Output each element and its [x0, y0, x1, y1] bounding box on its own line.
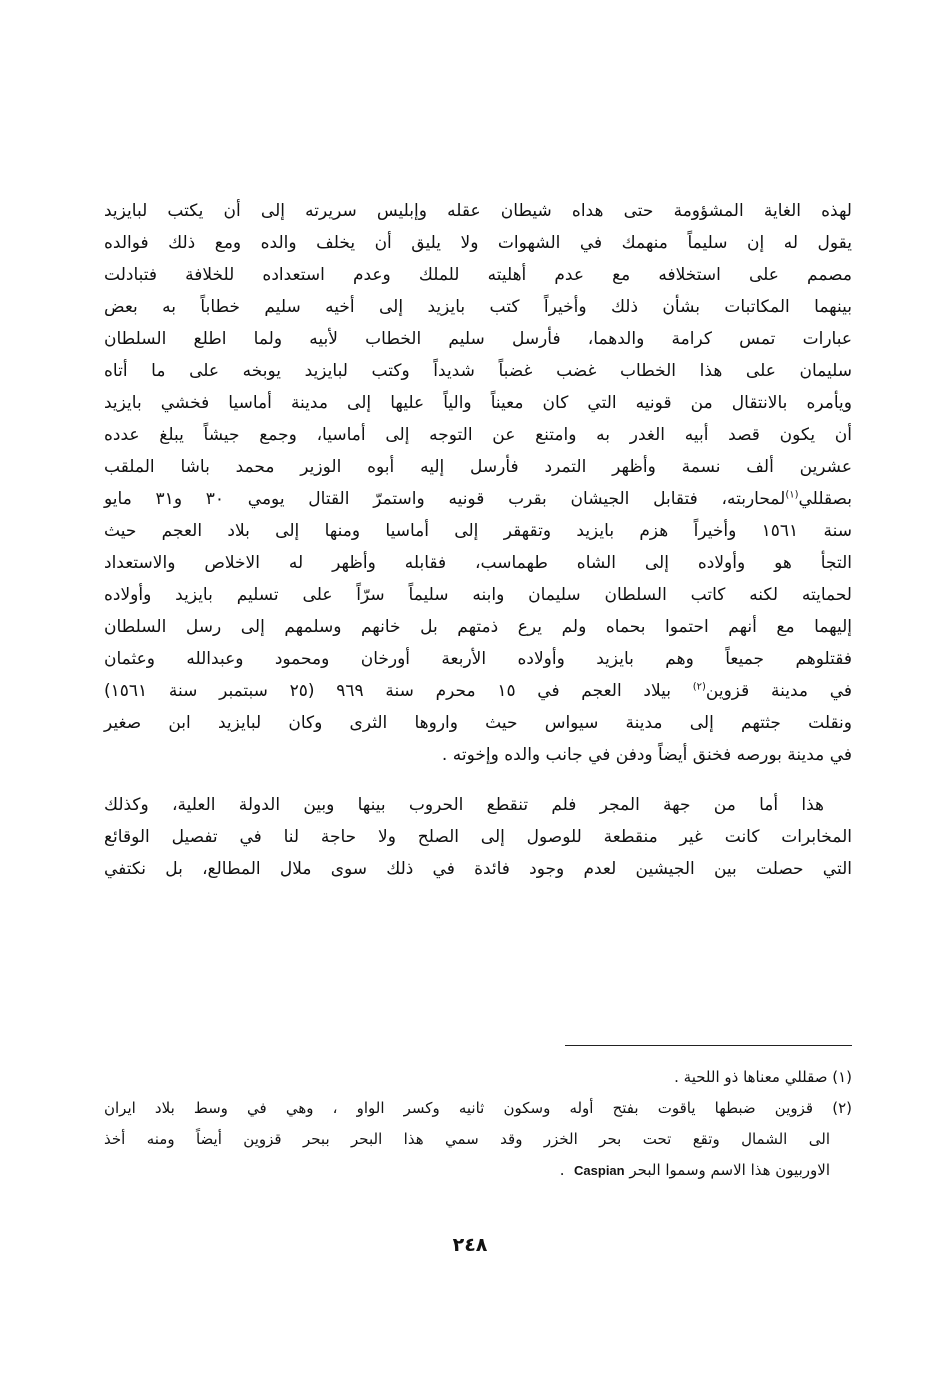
text-line: فقتلوهم جميعاً وهم بايزيد وأولاده الأربعة أورخان ومحمود وعبدالله وعثمان: [104, 649, 852, 669]
text-fragment: لمحاربته، فتقابل الجيشان بقرب قونيه واستمرّ القتال يومي ٣٠ و٣١ مايو: [104, 489, 786, 509]
text-line: يقول له إن سليماً منهمك في الشهوات ولا يليق أن يخلف والده ومع ذلك فوالده: [104, 233, 852, 253]
text-line: سنة ١٥٦١ وأخيراً هزم بايزيد وتقهقر إلى أماسيا ومنها إلى بلاد العجم حيث: [104, 521, 852, 541]
footnote-1: (١) صقللي معناها ذو اللحية .: [674, 1068, 852, 1086]
text-line: في مدينة بورصه فخنق أيضاً ودفن في جانب والده وإخوته .: [441, 745, 852, 765]
footnote-divider: [565, 1045, 852, 1046]
footnote-2-line: [104, 1155, 852, 1186]
footnotes: [104, 1062, 852, 1186]
text-line: [104, 675, 852, 707]
text-line: هذا أما من جهة المجر فلم تنقطع الحروب بينها وبين الدولة العلية، وكذلك: [104, 795, 824, 815]
text-line: التجأ هو وأولاده إلى الشاه طهماسب، فقابله وأظهر له الاخلاص والاستعداد: [104, 553, 852, 573]
text-line: مصمم على استخلافه مع عدم أهليته للملك وعدم استعداده للخلافة فتبادلت: [104, 265, 852, 285]
text-line: ونقلت جثتهم إلى مدينة سيواس حيث واروها الثرى وكان لبايزيد ابن صغير: [104, 713, 852, 733]
footnote-2-line: الى الشمال وتقع تحت بحر الخزر وقد سمي هذا البحر ببحر قزوين أيضاً ومنه أخذ: [104, 1130, 830, 1148]
text-fragment: الاوربيون هذا الاسم وسموا البحر: [629, 1161, 830, 1179]
text-line: سليمان على هذا الخطاب غضب غضباً شديداً وكتب لبايزيد يوبخه على ما أتاه: [104, 361, 852, 381]
text-fragment: بصقللي: [798, 489, 853, 509]
text-line: عشرين ألف نسمة وأظهر التمرد فأرسل إليه أبوه الوزير محمد باشا الملقب: [104, 457, 852, 477]
footnote-ref-1: (١): [785, 489, 799, 501]
text-line: لحمايته لكنه كاتب السلطان سليمان وابنه سليماً سرّاً على تسليم بايزيد وأولاده: [104, 585, 852, 605]
text-line: لهذه الغاية المشؤومة حتى هداه شيطان عقله وإبليس سريرته إلى أن يكتب لبايزيد: [104, 201, 852, 221]
text-fragment: .: [559, 1161, 565, 1179]
footnote-2-line: (٢) قزوين ضبطها ياقوت بفتح أوله وسكون ثانيه وكسر الواو ، وهي في وسط بلاد ايران: [104, 1099, 852, 1117]
text-fragment: في مدينة قزوين: [705, 681, 853, 701]
latin-word: Caspian: [574, 1163, 625, 1178]
text-line: [104, 483, 852, 515]
text-line: أن يكون قصد أبيه الغدر به وامتنع عن التوجه إلى أماسيا، وجمع جيشاً يبلغ عدده: [104, 425, 852, 445]
text-line: بينهما المكاتبات بشأن ذلك وأخيراً كتب بايزيد إلى أخيه سليم خطاباً به بعض: [104, 297, 852, 317]
text-line: ويأمره بالانتقال من قونيه التي كان معيناً والياً عليها إلى مدينة أماسيا فخشي بايزيد: [104, 393, 852, 413]
text-line: عبارات تمس كرامة والدهما، فأرسل سليم الخطاب لأبيه ولما اطلع السلطان: [104, 329, 852, 349]
body-text: [104, 195, 852, 885]
page-number: ٢٤٨: [452, 1234, 488, 1256]
footnote-ref-2: (٢): [692, 681, 706, 693]
text-line: إليهما مع أنهم احتموا بحماه ولم يرع ذمتهم بل خانهم وسلمهم إلى رسل السلطان: [104, 617, 852, 637]
text-line: المخابرات كانت غير منقطعة للوصول إلى الصلح ولا حاجة لنا في تفصيل الوقائع: [104, 827, 852, 847]
text-line: التي حصلت بين الجيشين لعدم وجود فائدة في ذلك سوى ملال المطالع، بل نكتفي: [104, 859, 852, 879]
paragraph-2: [104, 789, 852, 885]
text-fragment: بيلاد العجم في ١٥ محرم سنة ٩٦٩ (٢٥ سبتمبر سنة ١٥٦١): [104, 681, 671, 701]
